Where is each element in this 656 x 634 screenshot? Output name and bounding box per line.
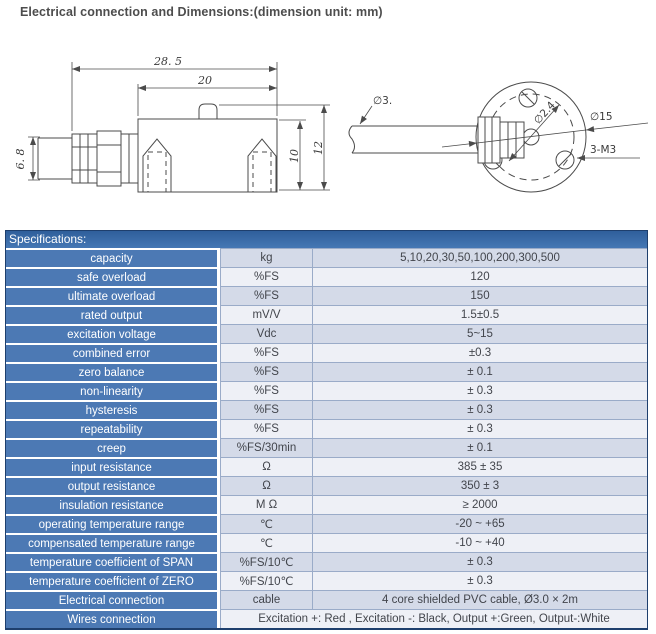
spec-value: ± 0.3 [312, 552, 647, 571]
table-row [6, 419, 647, 438]
page-title: Electrical connection and Dimensions:(dimension unit: mm) [20, 5, 383, 19]
table-row [6, 438, 647, 457]
table-row [6, 514, 647, 533]
table-row [6, 343, 647, 362]
spec-value: -20 ~ +65 [312, 514, 647, 533]
spec-label: rated output [6, 305, 220, 324]
spec-label: zero balance [6, 362, 220, 381]
spec-label: insulation resistance [6, 495, 220, 514]
spec-value: ± 0.3 [312, 419, 647, 438]
spec-label: combined error [6, 343, 220, 362]
table-row [6, 286, 647, 305]
table-row [6, 552, 647, 571]
spec-value: ± 0.1 [312, 438, 647, 457]
spec-value: 120 [312, 267, 647, 286]
side-view-drawing [14, 55, 330, 192]
dim-overall-height-label: 12 [312, 141, 325, 155]
spec-label: Electrical connection [6, 590, 220, 609]
wires-connection-row [6, 609, 647, 628]
spec-unit: Vdc [220, 324, 312, 343]
spec-unit: %FS [220, 267, 312, 286]
table-row [6, 267, 647, 286]
spec-label: creep [6, 438, 220, 457]
dim-flange-dia-label: ∅15 [590, 111, 613, 123]
spec-value: 5,10,20,30,50,100,200,300,500 [312, 248, 647, 267]
spec-unit: %FS/10℃ [220, 571, 312, 590]
spec-value: 385 ± 35 [312, 457, 647, 476]
spec-unit: Ω [220, 457, 312, 476]
end-view-drawing [349, 82, 648, 192]
spec-unit: kg [220, 248, 312, 267]
spec-unit: mV/V [220, 305, 312, 324]
spec-unit: ℃ [220, 533, 312, 552]
dim-total-width-label: 28. 5 [154, 55, 182, 68]
spec-rows [6, 248, 647, 609]
spec-label: capacity [6, 248, 220, 267]
dim-shaft-height-label: 6. 8 [14, 148, 27, 170]
table-row [6, 457, 647, 476]
spec-value: 150 [312, 286, 647, 305]
dim-body-width-label: 20 [198, 74, 212, 87]
spec-label: operating temperature range [6, 514, 220, 533]
table-row [6, 362, 647, 381]
spec-label: output resistance [6, 476, 220, 495]
table-row [6, 495, 647, 514]
spec-unit: ℃ [220, 514, 312, 533]
spec-unit: %FS [220, 343, 312, 362]
spec-value: -10 ~ +40 [312, 533, 647, 552]
spec-value: ± 0.3 [312, 571, 647, 590]
spec-unit: %FS [220, 286, 312, 305]
spec-unit: Ω [220, 476, 312, 495]
table-row [6, 248, 647, 267]
spec-label: excitation voltage [6, 324, 220, 343]
spec-value: 4 core shielded PVC cable, Ø3.0 × 2m [312, 590, 647, 609]
spec-label: Wires connection [6, 609, 220, 628]
table-row [6, 400, 647, 419]
spec-unit: %FS/30min [220, 438, 312, 457]
dim-screw-holes-label: 3-M3 [590, 144, 617, 156]
spec-unit: %FS [220, 400, 312, 419]
spec-label: input resistance [6, 457, 220, 476]
spec-label: hysteresis [6, 400, 220, 419]
spec-label: repeatability [6, 419, 220, 438]
table-row [6, 381, 647, 400]
spec-unit: %FS [220, 381, 312, 400]
spec-label: compensated temperature range [6, 533, 220, 552]
spec-unit: M Ω [220, 495, 312, 514]
dimension-diagram [0, 0, 656, 226]
spec-value: ± 0.1 [312, 362, 647, 381]
specifications-table [5, 230, 648, 630]
table-row [6, 305, 647, 324]
spec-unit: %FS [220, 362, 312, 381]
spec-label: safe overload [6, 267, 220, 286]
spec-value: ≥ 2000 [312, 495, 647, 514]
spec-label: ultimate overload [6, 286, 220, 305]
spec-value: 5~15 [312, 324, 647, 343]
spec-value: 1.5±0.5 [312, 305, 647, 324]
dim-inner-height-label: 10 [288, 149, 301, 163]
table-row [6, 476, 647, 495]
spec-label: temperature coefficient of SPAN [6, 552, 220, 571]
spec-unit: cable [220, 590, 312, 609]
spec-label: temperature coefficient of ZERO [6, 571, 220, 590]
table-row [6, 590, 647, 609]
table-row [6, 571, 647, 590]
table-header: Specifications: [6, 231, 647, 248]
spec-label: non-linearity [6, 381, 220, 400]
spec-value: Excitation +: Red , Excitation -: Black, Output +:Green, Output-:White [220, 609, 647, 628]
spec-value: ± 0.3 [312, 400, 647, 419]
dim-cable-dia-label: ∅3. [373, 95, 393, 107]
spec-value: 350 ± 3 [312, 476, 647, 495]
table-row [6, 324, 647, 343]
spec-unit: %FS [220, 419, 312, 438]
table-row [6, 533, 647, 552]
dim-center-hole-label: ∅2.4 [531, 99, 558, 127]
spec-value: ±0.3 [312, 343, 647, 362]
spec-value: ± 0.3 [312, 381, 647, 400]
spec-unit: %FS/10℃ [220, 552, 312, 571]
